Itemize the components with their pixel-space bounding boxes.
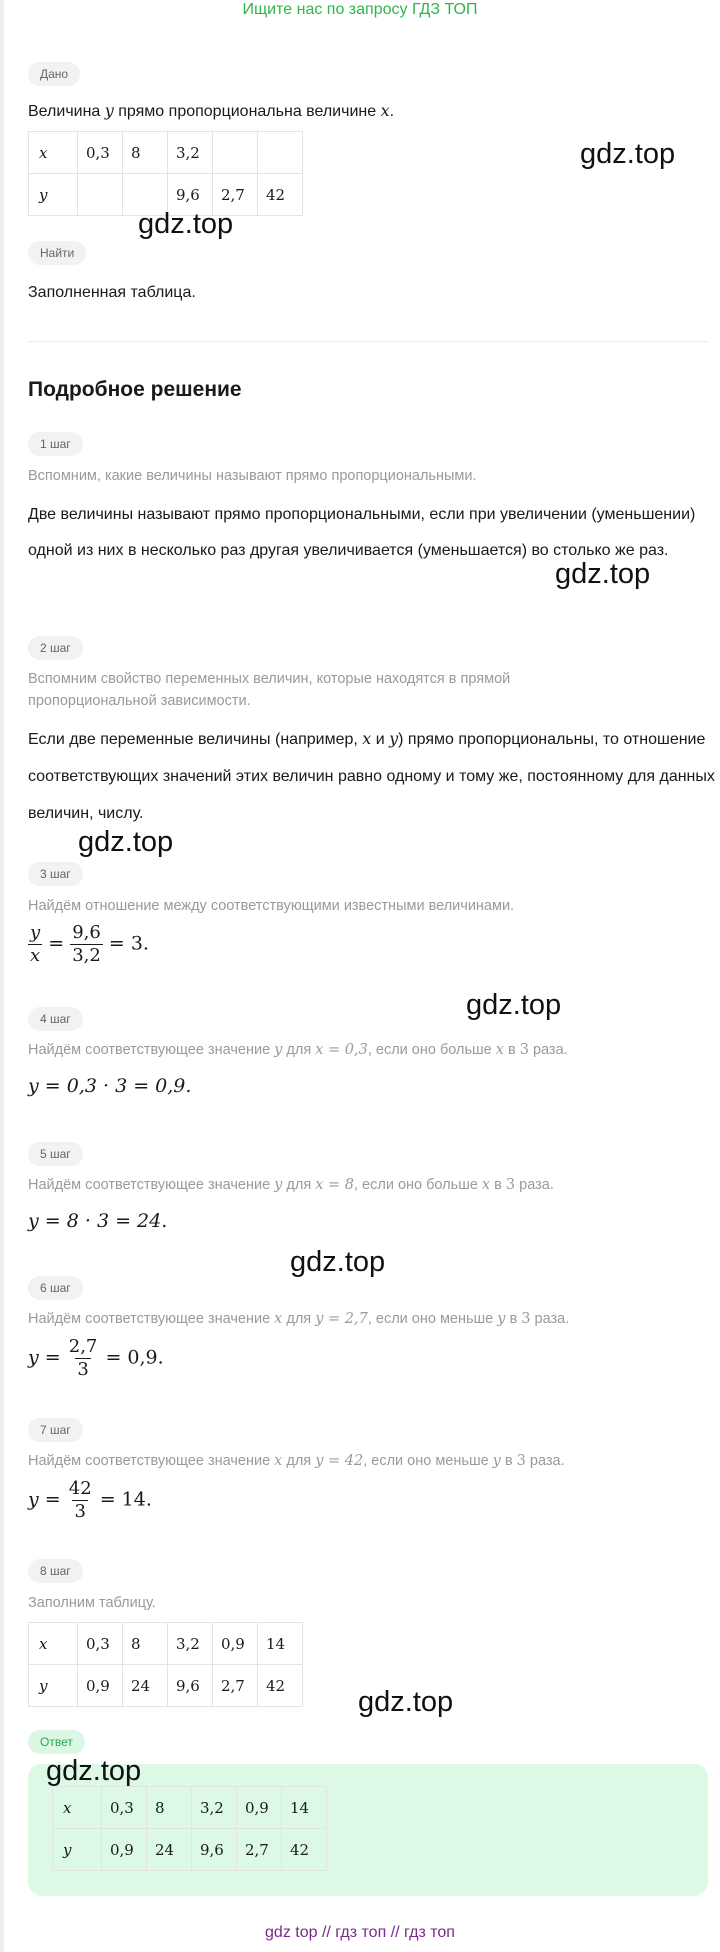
- step-3-hint: Найдём отношение между соответствующими известными величинами.: [28, 898, 515, 914]
- table-cell: 0,9: [213, 1623, 258, 1665]
- hint-number: 3: [516, 1453, 526, 1469]
- footer-links[interactable]: gdz top // гдз топ // гдз топ: [265, 1924, 455, 1941]
- var-y: y: [389, 729, 399, 748]
- hint-number: 3: [505, 1177, 516, 1193]
- table-cell: [258, 132, 303, 174]
- hint-mid: , если оно больше: [367, 1042, 496, 1058]
- hint-var: y: [274, 1177, 283, 1193]
- hint-mid: в: [490, 1177, 506, 1193]
- step-8-pill: 8 шаг: [28, 1559, 83, 1583]
- table-cell: 42: [282, 1829, 327, 1871]
- table-cell: [78, 174, 123, 216]
- fraction-denominator: 3: [74, 1501, 86, 1522]
- step-7-pill: 7 шаг: [28, 1418, 83, 1442]
- hint-pre: Найдём соответствующее значение: [28, 1177, 275, 1193]
- step-6-pill: 6 шаг: [28, 1276, 83, 1300]
- hint-number: 3: [521, 1311, 531, 1327]
- fraction-numerator: y: [30, 922, 41, 943]
- hint-post: раза.: [525, 1453, 565, 1469]
- step-2-body-post: ) прямо пропорциональны, то отношение соответствующих значений этих величин равно одному и тому же, постоянному для данных величин, числу.: [28, 731, 715, 822]
- table-cell: 3,2: [192, 1787, 237, 1829]
- table-cell: 42: [258, 1665, 303, 1707]
- table-cell: y: [29, 1665, 78, 1707]
- var-y: y: [104, 101, 114, 120]
- hint-condition: x = 0,3: [315, 1042, 368, 1058]
- table-cell: 0,9: [102, 1829, 147, 1871]
- table-cell: 9,6: [168, 1665, 213, 1707]
- table-row-x: [29, 1623, 303, 1665]
- fraction-numerator: 42: [68, 1478, 92, 1499]
- hint-mid: для: [282, 1042, 316, 1058]
- table-cell: 0,3: [78, 132, 123, 174]
- step-1-body: Две величины называют прямо пропорциональными, если при увеличении (уменьшении) одной из них в несколько раз другая увеличивается (уменьшается) во столько же раз.: [28, 506, 696, 559]
- table-cell: 24: [123, 1665, 168, 1707]
- formula-rhs: = 14.: [99, 1488, 152, 1511]
- step-2-hint: Вспомним свойство переменных величин, которые находятся в прямой пропорциональной зависимости.: [28, 671, 511, 709]
- hint-var: x: [274, 1311, 283, 1327]
- hint-var: x: [495, 1042, 504, 1058]
- table-cell: 3,2: [168, 132, 213, 174]
- table-cell: 8: [123, 1623, 168, 1665]
- hint-var: x: [481, 1177, 491, 1193]
- fraction: [67, 1478, 94, 1523]
- hint-var: x: [274, 1453, 283, 1469]
- hint-mid: в: [500, 1453, 517, 1469]
- given-pill: Дано: [28, 62, 80, 86]
- step-2-and: и: [371, 731, 390, 748]
- hint-condition: y = 42: [315, 1453, 364, 1469]
- table-cell: x: [29, 132, 78, 174]
- fraction-numerator: 2,7: [68, 1336, 98, 1357]
- given-text-mid: прямо пропорциональна величине: [113, 103, 381, 120]
- given-table-wrap: [28, 131, 303, 216]
- find-section: [28, 241, 86, 265]
- table-cell: 42: [258, 174, 303, 216]
- hint-mid: в: [505, 1311, 522, 1327]
- watermark: gdz.top: [555, 558, 651, 590]
- hint-mid: , если оно больше: [354, 1177, 482, 1193]
- watermark: gdz.top: [290, 1246, 386, 1278]
- table-cell: x: [53, 1787, 102, 1829]
- hint-post: раза.: [528, 1042, 568, 1058]
- step-1-pill: 1 шаг: [28, 432, 83, 456]
- answer-pill-wrap: [28, 1730, 85, 1754]
- step-8-hint: Заполним таблицу.: [28, 1595, 156, 1611]
- step-1-hint: Вспомним, какие величины называют прямо пропорциональными.: [28, 468, 477, 484]
- var-x: x: [362, 729, 372, 748]
- step-2-pill: 2 шаг: [28, 636, 83, 660]
- hint-mid: для: [282, 1453, 316, 1469]
- watermark: gdz.top: [138, 208, 234, 240]
- table-row-y: [53, 1829, 327, 1871]
- step-8-table-wrap: [28, 1622, 303, 1707]
- ratio-result: = 3.: [108, 932, 149, 955]
- step-6-formula: [28, 1336, 164, 1381]
- given-sentence: [28, 99, 394, 124]
- divider: [28, 341, 708, 342]
- watermark: gdz.top: [358, 1686, 454, 1718]
- fraction-numerator: 9,6: [72, 922, 101, 943]
- hint-pre: Найдём соответствующее значение: [28, 1042, 275, 1058]
- fraction-denominator: 3,2: [72, 945, 101, 966]
- step-7-hint: [28, 1450, 708, 1472]
- step-8-pill-wrap: [28, 1559, 83, 1583]
- table-cell: 14: [282, 1787, 327, 1829]
- hint-mid: для: [282, 1177, 316, 1193]
- table-cell: 2,7: [213, 1665, 258, 1707]
- step-2-body-pre: Если две переменные величины (например,: [28, 731, 363, 748]
- step-3-formula: [28, 922, 149, 967]
- find-pill: Найти: [28, 241, 86, 265]
- hint-condition: x = 8: [315, 1177, 354, 1193]
- search-banner: Ищите нас по запросу ГДЗ ТОП: [242, 1, 478, 18]
- step-6-hint: [28, 1308, 708, 1330]
- step-4-pill-wrap: [28, 1007, 83, 1031]
- watermark: gdz.top: [466, 989, 562, 1021]
- answer-pill: Ответ: [28, 1730, 85, 1754]
- table-cell: 9,6: [192, 1829, 237, 1871]
- table-cell: 2,7: [213, 174, 258, 216]
- table-row-x: [29, 132, 303, 174]
- hint-var: y: [492, 1453, 501, 1469]
- hint-var: y: [497, 1311, 506, 1327]
- table-cell: 14: [258, 1623, 303, 1665]
- fraction-denominator: 3: [77, 1359, 89, 1380]
- left-rail: [0, 0, 4, 1952]
- table-cell: 2,7: [237, 1829, 282, 1871]
- hint-mid: в: [503, 1042, 520, 1058]
- table-cell: 24: [147, 1829, 192, 1871]
- table-cell: 8: [147, 1787, 192, 1829]
- hint-var: y: [274, 1042, 283, 1058]
- table-cell: 9,6: [168, 174, 213, 216]
- step-5-hint: [28, 1174, 708, 1196]
- answer-table: [52, 1786, 327, 1871]
- step-1-pill-wrap: [28, 432, 83, 456]
- given-section: [28, 62, 80, 86]
- step-7-pill-wrap: [28, 1418, 83, 1442]
- fraction-denominator: x: [30, 945, 41, 966]
- hint-mid: , если оно меньше: [367, 1311, 498, 1327]
- table-cell: 0,3: [102, 1787, 147, 1829]
- table-cell: 0,9: [237, 1787, 282, 1829]
- given-text-post: .: [389, 103, 395, 120]
- table-cell: y: [29, 174, 78, 216]
- hint-number: 3: [519, 1042, 529, 1058]
- step-4-hint: [28, 1039, 708, 1061]
- step-7-formula: [28, 1478, 152, 1523]
- formula-lhs: y =: [28, 1346, 61, 1369]
- hint-condition: y = 2,7: [315, 1311, 368, 1327]
- given-text-pre: Величина: [28, 103, 105, 120]
- hint-mid: , если оно меньше: [363, 1453, 493, 1469]
- step-6-pill-wrap: [28, 1276, 83, 1300]
- step-4-formula: y = 0,3 · 3 = 0,9.: [28, 1075, 192, 1097]
- hint-post: раза.: [515, 1177, 554, 1193]
- watermark: gdz.top: [580, 138, 676, 170]
- hint-pre: Найдём соответствующее значение: [28, 1311, 275, 1327]
- table-cell: 0,3: [78, 1623, 123, 1665]
- hint-pre: Найдём соответствующее значение: [28, 1453, 275, 1469]
- watermark: gdz.top: [46, 1755, 142, 1787]
- table-cell: [213, 132, 258, 174]
- equals-sign: =: [48, 932, 65, 955]
- step-5-formula: y = 8 · 3 = 24.: [28, 1210, 168, 1232]
- table-row-y: [29, 1665, 303, 1707]
- step-3-pill-wrap: [28, 862, 83, 886]
- hint-post: раза.: [530, 1311, 570, 1327]
- step-2-body: [28, 720, 718, 832]
- step-5-pill: 5 шаг: [28, 1142, 83, 1166]
- solution-title: Подробное решение: [28, 378, 242, 401]
- table-cell: y: [53, 1829, 102, 1871]
- table-cell: 0,9: [78, 1665, 123, 1707]
- step-2-pill-wrap: [28, 636, 83, 660]
- fraction-values: [70, 922, 103, 967]
- formula-rhs: = 0,9.: [105, 1346, 164, 1369]
- hint-mid: для: [282, 1311, 316, 1327]
- table-cell: 8: [123, 132, 168, 174]
- table-cell: x: [29, 1623, 78, 1665]
- watermark: gdz.top: [78, 826, 174, 858]
- given-table: [28, 131, 303, 216]
- fraction-y-over-x: [28, 922, 42, 967]
- filled-table: [28, 1622, 303, 1707]
- step-3-pill: 3 шаг: [28, 862, 83, 886]
- step-4-pill: 4 шаг: [28, 1007, 83, 1031]
- var-x: x: [380, 101, 390, 120]
- fraction: [67, 1336, 100, 1381]
- step-5-pill-wrap: [28, 1142, 83, 1166]
- table-cell: 3,2: [168, 1623, 213, 1665]
- table-row-x: [53, 1787, 327, 1829]
- find-text: Заполненная таблица.: [28, 284, 196, 301]
- formula-lhs: y =: [28, 1488, 61, 1511]
